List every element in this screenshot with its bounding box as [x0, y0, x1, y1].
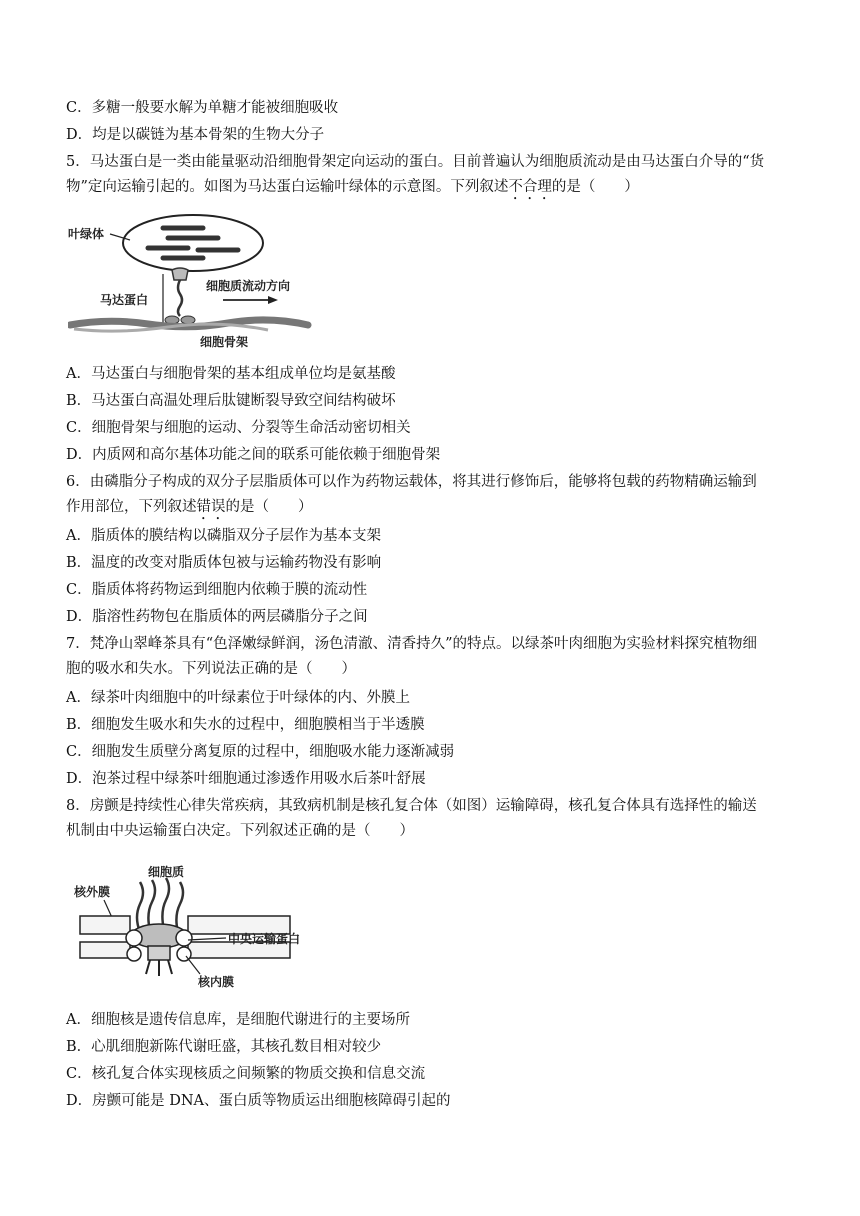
q6-option-d: D．脂溶性药物包在脂质体的两层磷脂分子之间	[66, 609, 368, 625]
label-cytoplasm: 细胞质	[148, 865, 185, 879]
q7-stem-line1: 7．梵净山翠峰茶具有“色泽嫩绿鲜润，汤色清澈、清香持久”的特点。以绿茶叶肉细胞为实验材料探究植物细	[66, 636, 758, 652]
q5-figure-motor-protein	[68, 208, 358, 358]
q8-option-d: D．房颤可能是 DNA、蛋白质等物质运出细胞核障碍引起的	[66, 1093, 451, 1109]
q6-option-a: A．脂质体的膜结构以磷脂双分子层作为基本支架	[66, 528, 381, 544]
label-central-transport-protein: 中央运输蛋白	[228, 932, 301, 946]
label-inner-membrane: 核内膜	[198, 975, 235, 989]
q6-option-b: B．温度的改变对脂质体包被与运输药物没有影响	[66, 555, 382, 571]
q8-stem-line2: 机制由中央运输蛋白决定。下列叙述正确的是（ ）	[66, 823, 414, 839]
chloroplast-shape	[123, 215, 263, 271]
q5-option-d: D．内质网和高尔基体功能之间的联系可能依赖于细胞骨架	[66, 447, 441, 463]
q6-stem-line1: 6．由磷脂分子构成的双分子层脂质体可以作为药物运载体，将其进行修饰后，能够将包载的药物精确运输到	[66, 474, 757, 490]
q7-option-b: B．细胞发生吸水和失水的过程中，细胞膜相当于半透膜	[66, 717, 425, 733]
q7-stem-line2: 胞的吸水和失水。下列说法正确的是（ ）	[66, 661, 356, 677]
q7-option-a: A．绿茶叶肉细胞中的叶绿素位于叶绿体的内、外膜上	[66, 690, 410, 706]
q4-option-d: D．均是以碳链为基本骨架的生物大分子	[66, 127, 325, 143]
q5-stem-line1: 5．马达蛋白是一类由能量驱动沿细胞骨架定向运动的蛋白。目前普遍认为细胞质流动是由马达蛋白介导的“货	[66, 154, 765, 170]
q8-option-b: B．心肌细胞新陈代谢旺盛，其核孔数目相对较少	[66, 1039, 382, 1055]
motor-protein-stalk	[178, 280, 182, 316]
label-chloroplast: 叶绿体	[68, 227, 105, 241]
q4-option-c: C．多糖一般要水解为单糖才能被细胞吸收	[66, 100, 339, 116]
q8-stem-line1: 8．房颤是持续性心律失常疾病，其致病机制是核孔复合体（如图）运输障碍，核孔复合体具有选择性的输送	[66, 798, 757, 814]
q8-option-a: A．细胞核是遗传信息库，是细胞代谢进行的主要场所	[66, 1012, 410, 1028]
q6-option-c: C．脂质体将药物运到细胞内依赖于膜的流动性	[66, 582, 368, 598]
q8-figure-nuclear-pore	[68, 852, 358, 1002]
q6-emphasis: 错误	[196, 499, 226, 515]
q7-option-d: D．泡茶过程中绿茶叶细胞通过渗透作用吸水后茶叶舒展	[66, 771, 426, 787]
q7-option-c: C．细胞发生质壁分离复原的过程中，细胞吸水能力逐渐减弱	[66, 744, 455, 760]
label-cytoskeleton: 细胞骨架	[200, 335, 249, 349]
q5-option-a: A．马达蛋白与细胞骨架的基本组成单位均是氨基酸	[66, 366, 396, 382]
q5-option-c: C．细胞骨架与细胞的运动、分裂等生命活动密切相关	[66, 420, 411, 436]
q6-stem-line2: 作用部位，下列叙述错误的是（ ）	[66, 499, 313, 515]
q5-stem-line2: 物”定向运输引起的。如图为马达蛋白运输叶绿体的示意图。下列叙述不合理的是（ ）	[66, 179, 639, 195]
label-flow-direction: 细胞质流动方向	[206, 279, 291, 293]
outer-membrane-left	[80, 916, 130, 934]
nuclear-pore-complex	[126, 924, 192, 976]
q5-emphasis: 不合理	[508, 179, 552, 195]
arrow-right-icon	[268, 296, 278, 304]
q8-option-c: C．核孔复合体实现核质之间频繁的物质交换和信息交流	[66, 1066, 426, 1082]
label-motor-protein: 马达蛋白	[100, 293, 149, 307]
q5-option-b: B．马达蛋白高温处理后肽键断裂导致空间结构破坏	[66, 393, 396, 409]
label-outer-membrane: 核外膜	[74, 885, 111, 899]
motor-protein-head	[172, 268, 188, 280]
inner-membrane-left	[80, 942, 130, 958]
